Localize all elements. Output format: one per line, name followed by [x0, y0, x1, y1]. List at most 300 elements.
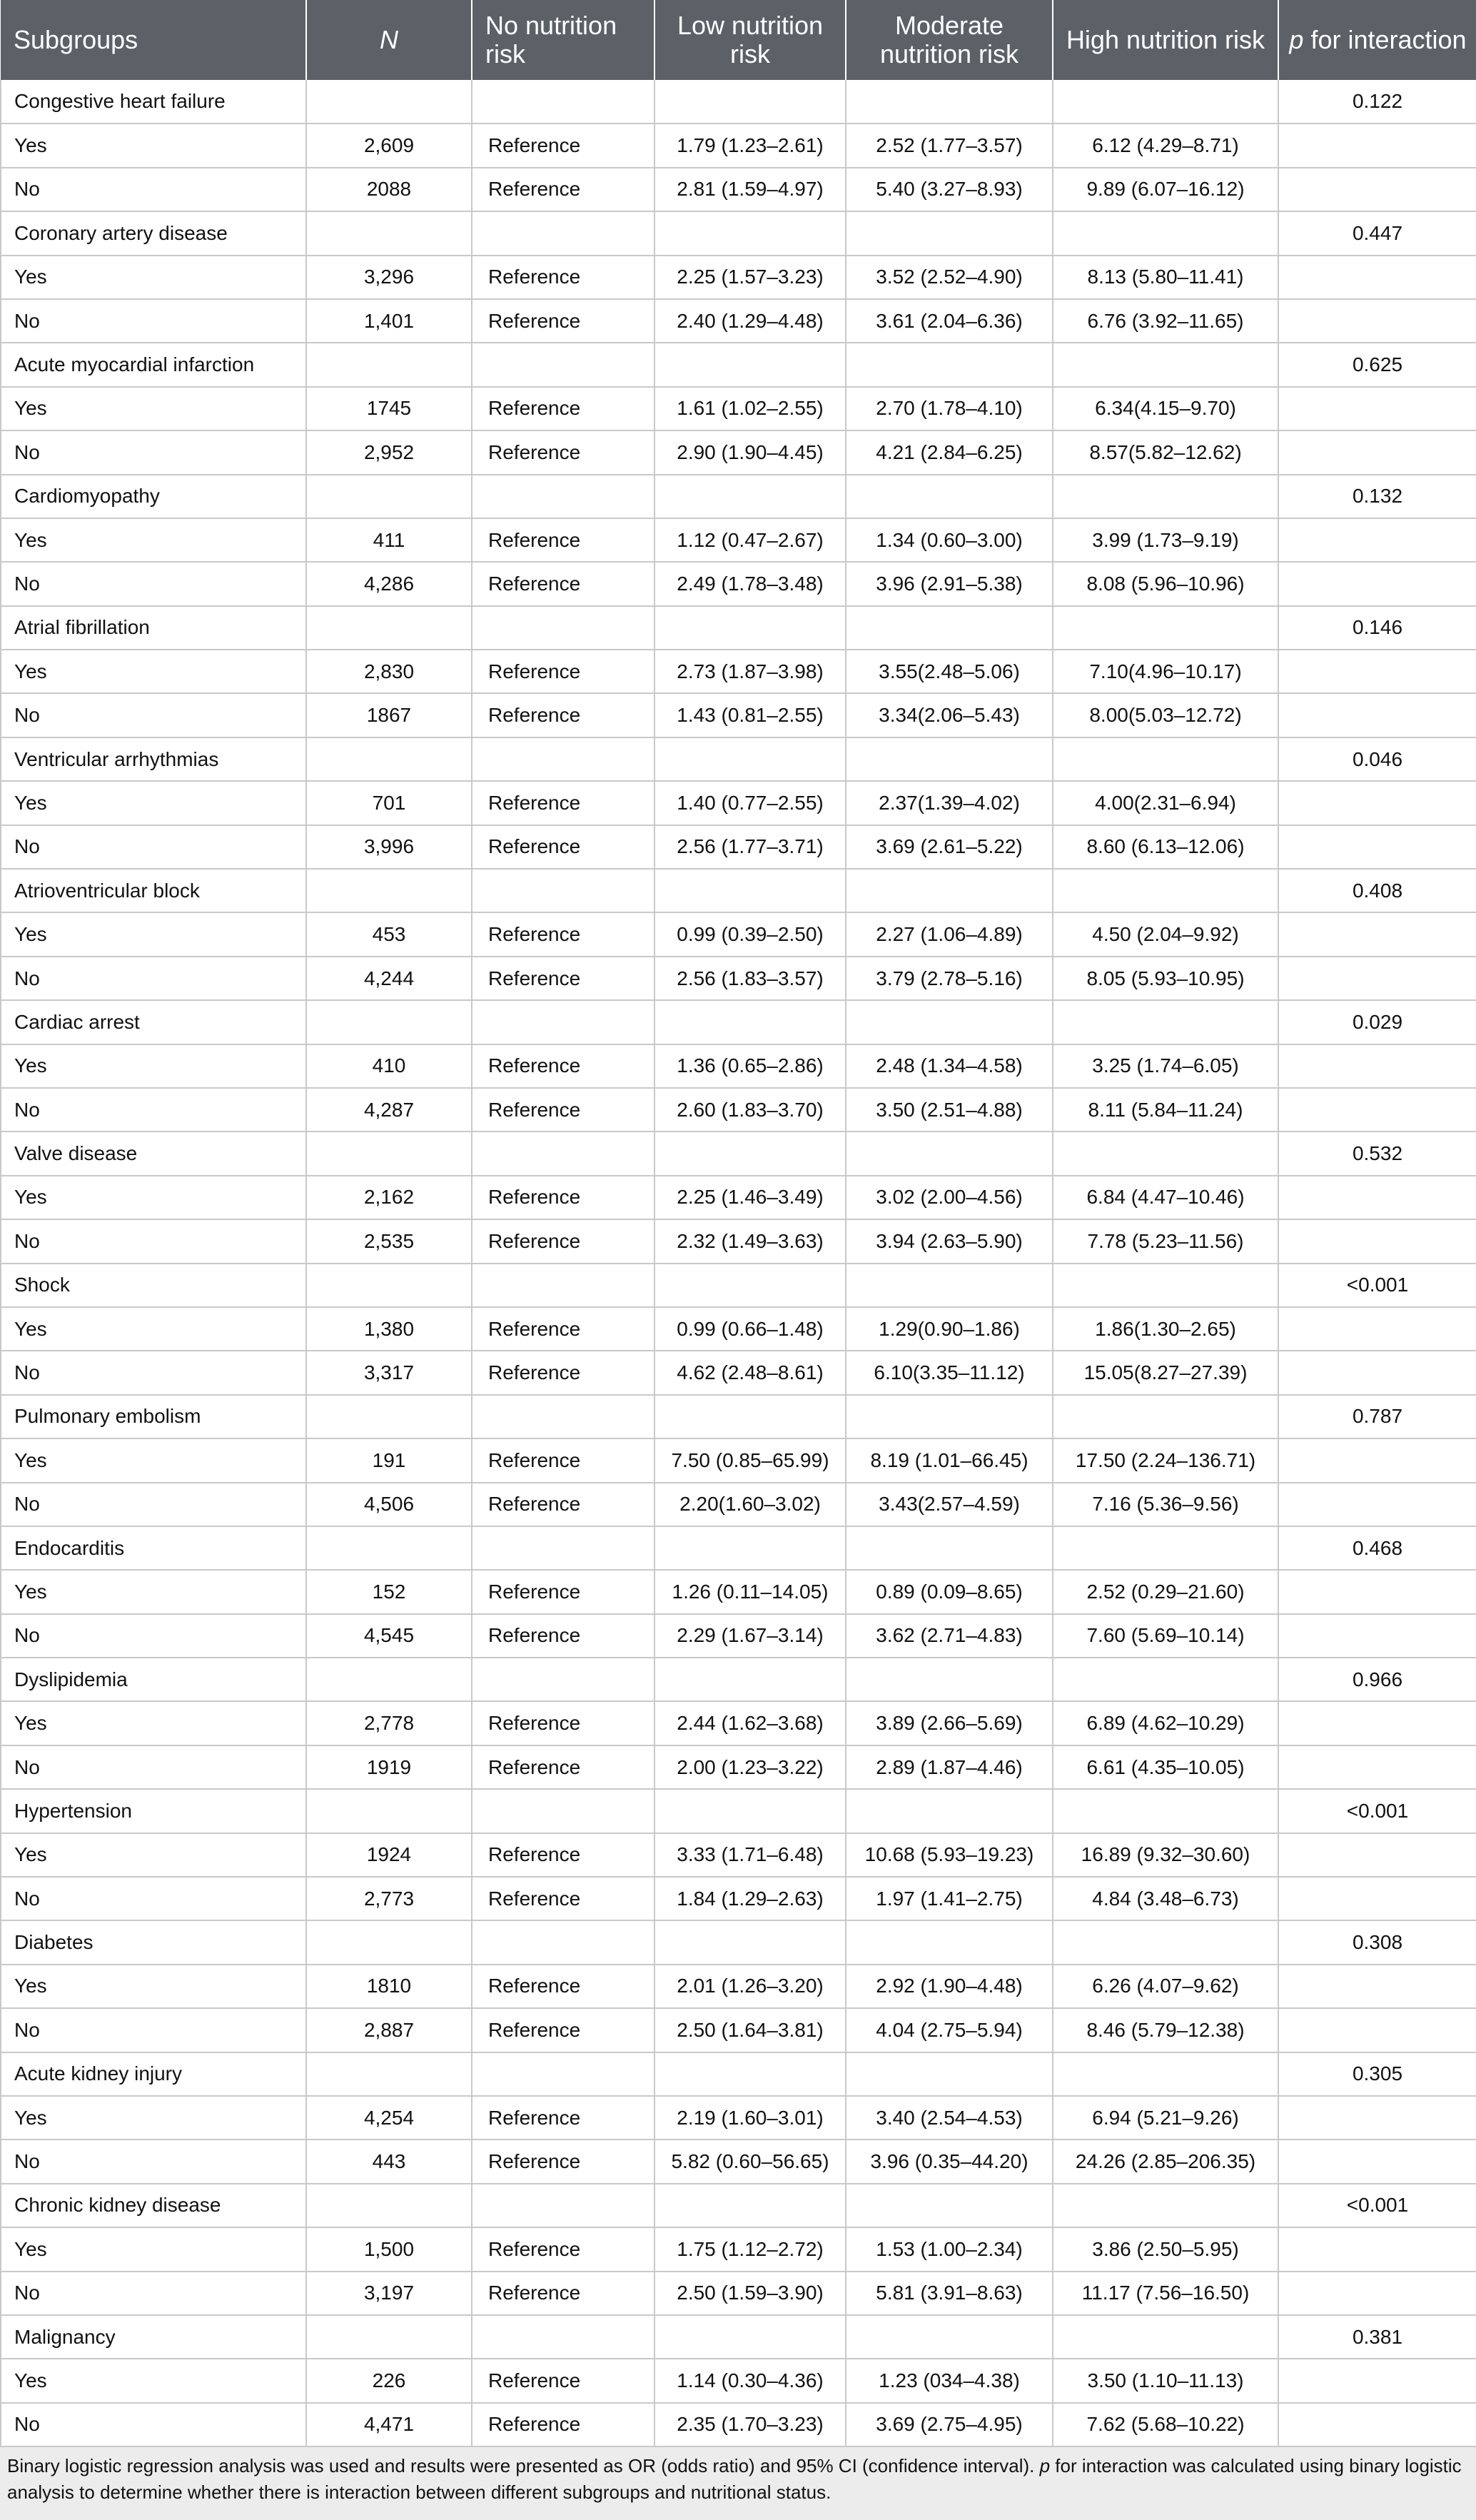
- moderate-risk-value: 4.21 (2.84–6.25): [846, 430, 1053, 474]
- reference-value: Reference: [472, 387, 654, 430]
- row-label: Yes: [1, 1833, 306, 1877]
- n-value: 4,506: [306, 1483, 472, 1526]
- table-row: [1, 1833, 1476, 1877]
- reference-value: Reference: [472, 562, 654, 605]
- p-interaction-value: 0.132: [1278, 475, 1476, 518]
- reference-value: Reference: [472, 1965, 654, 2008]
- high-risk-value: 7.10(4.96–10.17): [1053, 650, 1278, 693]
- footnote-part2: for interaction was calculated using binary logistic analysis to determine whether there is interaction between different subgroups and nutritional status.: [7, 2455, 1462, 2504]
- group-header-row: [1, 343, 1476, 386]
- moderate-risk-value: 8.19 (1.01–66.45): [846, 1438, 1053, 1482]
- table-row: [1, 1570, 1476, 1613]
- empty-cell: [472, 1264, 654, 1307]
- empty-cell: [1053, 343, 1278, 386]
- reference-value: Reference: [472, 912, 654, 956]
- header-row: [1, 0, 1476, 80]
- low-risk-value: 1.40 (0.77–2.55): [654, 781, 846, 825]
- high-risk-value: 8.08 (5.96–10.96): [1053, 562, 1278, 605]
- empty-cell: [306, 1132, 472, 1175]
- empty-cell: [1278, 1176, 1476, 1219]
- empty-cell: [1278, 957, 1476, 1000]
- row-label: Yes: [1, 387, 306, 430]
- reference-value: Reference: [472, 781, 654, 825]
- n-value: 4,287: [306, 1088, 472, 1132]
- empty-cell: [1053, 869, 1278, 912]
- high-risk-value: 6.89 (4.62–10.29): [1053, 1701, 1278, 1745]
- empty-cell: [846, 343, 1053, 386]
- row-label: No: [1, 1088, 306, 1132]
- n-value: 2,535: [306, 1219, 472, 1263]
- low-risk-value: 2.49 (1.78–3.48): [654, 562, 846, 605]
- empty-cell: [1278, 299, 1476, 343]
- row-label: No: [1, 1219, 306, 1263]
- n-value: 2,887: [306, 2008, 472, 2052]
- p-interaction-value: 0.447: [1278, 211, 1476, 255]
- header-subgroups: Subgroups: [1, 0, 306, 80]
- low-risk-value: 1.12 (0.47–2.67): [654, 518, 846, 562]
- group-header-row: [1, 606, 1476, 650]
- empty-cell: [1278, 1745, 1476, 1789]
- high-risk-value: 8.60 (6.13–12.06): [1053, 825, 1278, 869]
- group-name: Cardiac arrest: [1, 1000, 306, 1044]
- reference-value: Reference: [472, 2272, 654, 2315]
- table-row: [1, 1176, 1476, 1219]
- empty-cell: [472, 1920, 654, 1964]
- moderate-risk-value: 2.89 (1.87–4.46): [846, 1745, 1053, 1789]
- low-risk-value: 1.75 (1.12–2.72): [654, 2227, 846, 2271]
- high-risk-value: 8.57(5.82–12.62): [1053, 430, 1278, 474]
- empty-cell: [1278, 2272, 1476, 2315]
- group-header-row: [1, 1789, 1476, 1833]
- low-risk-value: 5.82 (0.60–56.65): [654, 2140, 846, 2183]
- group-name: Cardiomyopathy: [1, 475, 306, 518]
- group-name: Diabetes: [1, 1920, 306, 1964]
- high-risk-value: 7.60 (5.69–10.14): [1053, 1614, 1278, 1658]
- row-label: Yes: [1, 1307, 306, 1351]
- high-risk-value: 9.89 (6.07–16.12): [1053, 168, 1278, 211]
- empty-cell: [1278, 2140, 1476, 2183]
- row-label: Yes: [1, 912, 306, 956]
- row-label: No: [1, 1745, 306, 1789]
- empty-cell: [472, 1000, 654, 1044]
- group-header-row: [1, 1920, 1476, 1964]
- row-label: No: [1, 825, 306, 869]
- empty-cell: [1278, 693, 1476, 737]
- reference-value: Reference: [472, 1570, 654, 1613]
- empty-cell: [846, 80, 1053, 124]
- group-name: Chronic kidney disease: [1, 2184, 306, 2227]
- p-interaction-value: 0.305: [1278, 2052, 1476, 2096]
- table-header: [1, 0, 1476, 80]
- empty-cell: [306, 1789, 472, 1833]
- empty-cell: [472, 606, 654, 650]
- row-label: No: [1, 693, 306, 737]
- p-interaction-value: 0.625: [1278, 343, 1476, 386]
- moderate-risk-value: 10.68 (5.93–19.23): [846, 1833, 1053, 1877]
- group-header-row: [1, 475, 1476, 518]
- empty-cell: [1053, 1526, 1278, 1570]
- moderate-risk-value: 3.94 (2.63–5.90): [846, 1219, 1053, 1263]
- empty-cell: [1053, 1000, 1278, 1044]
- reference-value: Reference: [472, 1438, 654, 1482]
- empty-cell: [306, 343, 472, 386]
- moderate-risk-value: 5.40 (3.27–8.93): [846, 168, 1053, 211]
- empty-cell: [306, 2184, 472, 2227]
- empty-cell: [654, 211, 846, 255]
- reference-value: Reference: [472, 650, 654, 693]
- low-risk-value: 1.36 (0.65–2.86): [654, 1044, 846, 1088]
- p-interaction-value: 0.381: [1278, 2315, 1476, 2359]
- group-name: Hypertension: [1, 1789, 306, 1833]
- empty-cell: [1278, 2359, 1476, 2402]
- empty-cell: [472, 475, 654, 518]
- low-risk-value: 2.60 (1.83–3.70): [654, 1088, 846, 1132]
- moderate-risk-value: 3.43(2.57–4.59): [846, 1483, 1053, 1526]
- table-row: [1, 2403, 1476, 2446]
- group-header-row: [1, 1264, 1476, 1307]
- high-risk-value: 6.12 (4.29–8.71): [1053, 124, 1278, 167]
- low-risk-value: 0.99 (0.66–1.48): [654, 1307, 846, 1351]
- row-label: Yes: [1, 124, 306, 167]
- empty-cell: [1278, 430, 1476, 474]
- high-risk-value: 2.52 (0.29–21.60): [1053, 1570, 1278, 1613]
- empty-cell: [472, 80, 654, 124]
- empty-cell: [1278, 256, 1476, 299]
- high-risk-value: 7.62 (5.68–10.22): [1053, 2403, 1278, 2446]
- empty-cell: [1278, 1088, 1476, 1132]
- reference-value: Reference: [472, 2403, 654, 2446]
- empty-cell: [1278, 912, 1476, 956]
- n-value: 3,197: [306, 2272, 472, 2315]
- row-label: No: [1, 1351, 306, 1394]
- reference-value: Reference: [472, 256, 654, 299]
- n-value: 2,830: [306, 650, 472, 693]
- group-header-row: [1, 737, 1476, 781]
- high-risk-value: 4.84 (3.48–6.73): [1053, 1877, 1278, 1920]
- moderate-risk-value: 3.89 (2.66–5.69): [846, 1701, 1053, 1745]
- reference-value: Reference: [472, 1044, 654, 1088]
- n-value: 1,380: [306, 1307, 472, 1351]
- header-moderate-risk: Moderate nutrition risk: [846, 0, 1053, 80]
- reference-value: Reference: [472, 1614, 654, 1658]
- empty-cell: [472, 1789, 654, 1833]
- empty-cell: [1278, 650, 1476, 693]
- empty-cell: [654, 1000, 846, 1044]
- empty-cell: [654, 80, 846, 124]
- empty-cell: [846, 1658, 1053, 1701]
- reference-value: Reference: [472, 2359, 654, 2402]
- reference-value: Reference: [472, 168, 654, 211]
- empty-cell: [472, 1526, 654, 1570]
- group-name: Atrioventricular block: [1, 869, 306, 912]
- p-interaction-value: <0.001: [1278, 2184, 1476, 2227]
- low-risk-value: 4.62 (2.48–8.61): [654, 1351, 846, 1394]
- empty-cell: [654, 1395, 846, 1438]
- table-row: [1, 1219, 1476, 1263]
- empty-cell: [1278, 2403, 1476, 2446]
- row-label: No: [1, 2272, 306, 2315]
- empty-cell: [1278, 781, 1476, 825]
- empty-cell: [1053, 475, 1278, 518]
- n-value: 443: [306, 2140, 472, 2183]
- row-label: Yes: [1, 518, 306, 562]
- empty-cell: [472, 737, 654, 781]
- group-name: Atrial fibrillation: [1, 606, 306, 650]
- header-n: [306, 0, 472, 80]
- table-row: [1, 1438, 1476, 1482]
- n-value: 2,162: [306, 1176, 472, 1219]
- low-risk-value: 2.40 (1.29–4.48): [654, 299, 846, 343]
- table-row: [1, 2359, 1476, 2402]
- low-risk-value: 2.73 (1.87–3.98): [654, 650, 846, 693]
- empty-cell: [472, 1658, 654, 1701]
- table-row: [1, 1483, 1476, 1526]
- row-label: Yes: [1, 2096, 306, 2140]
- moderate-risk-value: 3.96 (2.91–5.38): [846, 562, 1053, 605]
- table-row: [1, 299, 1476, 343]
- empty-cell: [846, 1526, 1053, 1570]
- empty-cell: [1053, 1132, 1278, 1175]
- p-interaction-value: 0.308: [1278, 1920, 1476, 1964]
- empty-cell: [1278, 1044, 1476, 1088]
- low-risk-value: 1.79 (1.23–2.61): [654, 124, 846, 167]
- reference-value: Reference: [472, 299, 654, 343]
- low-risk-value: 2.29 (1.67–3.14): [654, 1614, 846, 1658]
- table-row: [1, 650, 1476, 693]
- row-label: Yes: [1, 1044, 306, 1088]
- row-label: Yes: [1, 650, 306, 693]
- low-risk-value: 2.44 (1.62–3.68): [654, 1701, 846, 1745]
- high-risk-value: 8.13 (5.80–11.41): [1053, 256, 1278, 299]
- reference-value: Reference: [472, 1088, 654, 1132]
- n-value: 453: [306, 912, 472, 956]
- row-label: No: [1, 430, 306, 474]
- empty-cell: [1278, 1438, 1476, 1482]
- empty-cell: [1053, 211, 1278, 255]
- row-label: No: [1, 1614, 306, 1658]
- row-label: No: [1, 2008, 306, 2052]
- table-footnote: [0, 2447, 1476, 2520]
- table-row: [1, 781, 1476, 825]
- footnote-p-italic: p: [1039, 2455, 1051, 2477]
- p-interaction-value: 0.408: [1278, 869, 1476, 912]
- header-p-italic: p: [1289, 25, 1304, 54]
- row-label: No: [1, 1483, 306, 1526]
- n-value: 2,952: [306, 430, 472, 474]
- empty-cell: [1278, 1614, 1476, 1658]
- empty-cell: [1053, 2315, 1278, 2359]
- high-risk-value: 3.86 (2.50–5.95): [1053, 2227, 1278, 2271]
- n-value: 2088: [306, 168, 472, 211]
- empty-cell: [654, 2315, 846, 2359]
- empty-cell: [472, 869, 654, 912]
- empty-cell: [846, 1264, 1053, 1307]
- low-risk-value: 2.00 (1.23–3.22): [654, 1745, 846, 1789]
- empty-cell: [1278, 2227, 1476, 2271]
- empty-cell: [846, 2184, 1053, 2227]
- empty-cell: [846, 1789, 1053, 1833]
- row-label: Yes: [1, 1570, 306, 1613]
- reference-value: Reference: [472, 430, 654, 474]
- empty-cell: [846, 1920, 1053, 1964]
- table-row: [1, 1877, 1476, 1920]
- group-header-row: [1, 211, 1476, 255]
- high-risk-value: 6.34(4.15–9.70): [1053, 387, 1278, 430]
- empty-cell: [1053, 1789, 1278, 1833]
- table-row: [1, 562, 1476, 605]
- reference-value: Reference: [472, 1701, 654, 1745]
- n-value: 1924: [306, 1833, 472, 1877]
- empty-cell: [654, 2052, 846, 2096]
- high-risk-value: 8.00(5.03–12.72): [1053, 693, 1278, 737]
- high-risk-value: 24.26 (2.85–206.35): [1053, 2140, 1278, 2183]
- moderate-risk-value: 1.34 (0.60–3.00): [846, 518, 1053, 562]
- row-label: No: [1, 2140, 306, 2183]
- empty-cell: [1278, 1833, 1476, 1877]
- p-interaction-value: 0.532: [1278, 1132, 1476, 1175]
- group-name: Malignancy: [1, 2315, 306, 2359]
- n-value: 1867: [306, 693, 472, 737]
- header-low-risk: Low nutrition risk: [654, 0, 846, 80]
- high-risk-value: 3.25 (1.74–6.05): [1053, 1044, 1278, 1088]
- group-name: Acute kidney injury: [1, 2052, 306, 2096]
- moderate-risk-value: 2.48 (1.34–4.58): [846, 1044, 1053, 1088]
- header-no-risk: No nutrition risk: [472, 0, 654, 80]
- group-header-row: [1, 2052, 1476, 2096]
- moderate-risk-value: 3.61 (2.04–6.36): [846, 299, 1053, 343]
- row-label: Yes: [1, 256, 306, 299]
- empty-cell: [654, 1789, 846, 1833]
- empty-cell: [472, 2184, 654, 2227]
- empty-cell: [1278, 1483, 1476, 1526]
- empty-cell: [654, 2184, 846, 2227]
- empty-cell: [306, 2052, 472, 2096]
- empty-cell: [1278, 2008, 1476, 2052]
- empty-cell: [306, 1395, 472, 1438]
- n-value: 1745: [306, 387, 472, 430]
- low-risk-value: 2.25 (1.57–3.23): [654, 256, 846, 299]
- empty-cell: [846, 2052, 1053, 2096]
- table-row: [1, 825, 1476, 869]
- moderate-risk-value: 3.96 (0.35–44.20): [846, 2140, 1053, 2183]
- moderate-risk-value: 5.81 (3.91–8.63): [846, 2272, 1053, 2315]
- group-header-row: [1, 1000, 1476, 1044]
- n-value: 4,471: [306, 2403, 472, 2446]
- group-name: Endocarditis: [1, 1526, 306, 1570]
- low-risk-value: 3.33 (1.71–6.48): [654, 1833, 846, 1877]
- moderate-risk-value: 6.10(3.35–11.12): [846, 1351, 1053, 1394]
- empty-cell: [306, 211, 472, 255]
- moderate-risk-value: 3.55(2.48–5.06): [846, 650, 1053, 693]
- n-value: 4,244: [306, 957, 472, 1000]
- moderate-risk-value: 3.69 (2.75–4.95): [846, 2403, 1053, 2446]
- moderate-risk-value: 4.04 (2.75–5.94): [846, 2008, 1053, 2052]
- high-risk-value: 6.76 (3.92–11.65): [1053, 299, 1278, 343]
- high-risk-value: 6.61 (4.35–10.05): [1053, 1745, 1278, 1789]
- n-value: 2,778: [306, 1701, 472, 1745]
- reference-value: Reference: [472, 2140, 654, 2183]
- n-value: 1919: [306, 1745, 472, 1789]
- table-row: [1, 1701, 1476, 1745]
- n-value: 3,996: [306, 825, 472, 869]
- empty-cell: [1278, 1570, 1476, 1613]
- high-risk-value: 6.84 (4.47–10.46): [1053, 1176, 1278, 1219]
- empty-cell: [1278, 1965, 1476, 2008]
- low-risk-value: 2.32 (1.49–3.63): [654, 1219, 846, 1263]
- n-value: 3,317: [306, 1351, 472, 1394]
- moderate-risk-value: 3.50 (2.51–4.88): [846, 1088, 1053, 1132]
- empty-cell: [846, 1395, 1053, 1438]
- empty-cell: [306, 2315, 472, 2359]
- p-interaction-value: <0.001: [1278, 1789, 1476, 1833]
- empty-cell: [846, 2315, 1053, 2359]
- reference-value: Reference: [472, 1483, 654, 1526]
- table-row: [1, 2140, 1476, 2183]
- empty-cell: [306, 869, 472, 912]
- empty-cell: [306, 737, 472, 781]
- table-row: [1, 1044, 1476, 1088]
- high-risk-value: 7.78 (5.23–11.56): [1053, 1219, 1278, 1263]
- empty-cell: [654, 869, 846, 912]
- group-header-row: [1, 1658, 1476, 1701]
- table-row: [1, 2008, 1476, 2052]
- empty-cell: [654, 1526, 846, 1570]
- table-row: [1, 430, 1476, 474]
- moderate-risk-value: 3.69 (2.61–5.22): [846, 825, 1053, 869]
- low-risk-value: 1.26 (0.11–14.05): [654, 1570, 846, 1613]
- group-header-row: [1, 2184, 1476, 2227]
- row-label: No: [1, 299, 306, 343]
- n-value: 2,609: [306, 124, 472, 167]
- high-risk-value: 6.94 (5.21–9.26): [1053, 2096, 1278, 2140]
- empty-cell: [654, 343, 846, 386]
- high-risk-value: 3.99 (1.73–9.19): [1053, 518, 1278, 562]
- n-value: 4,254: [306, 2096, 472, 2140]
- row-label: Yes: [1, 781, 306, 825]
- empty-cell: [846, 1132, 1053, 1175]
- empty-cell: [654, 1920, 846, 1964]
- reference-value: Reference: [472, 1877, 654, 1920]
- empty-cell: [1053, 1658, 1278, 1701]
- empty-cell: [472, 343, 654, 386]
- empty-cell: [654, 737, 846, 781]
- high-risk-value: 8.11 (5.84–11.24): [1053, 1088, 1278, 1132]
- empty-cell: [1278, 518, 1476, 562]
- n-value: 701: [306, 781, 472, 825]
- row-label: No: [1, 957, 306, 1000]
- empty-cell: [1053, 737, 1278, 781]
- low-risk-value: 2.56 (1.83–3.57): [654, 957, 846, 1000]
- low-risk-value: 2.50 (1.64–3.81): [654, 2008, 846, 2052]
- n-value: 191: [306, 1438, 472, 1482]
- n-value: 1,500: [306, 2227, 472, 2271]
- empty-cell: [1278, 562, 1476, 605]
- group-header-row: [1, 1132, 1476, 1175]
- low-risk-value: 2.19 (1.60–3.01): [654, 2096, 846, 2140]
- empty-cell: [472, 211, 654, 255]
- moderate-risk-value: 3.79 (2.78–5.16): [846, 957, 1053, 1000]
- table-row: [1, 1351, 1476, 1394]
- p-interaction-value: 0.966: [1278, 1658, 1476, 1701]
- p-interaction-value: 0.146: [1278, 606, 1476, 650]
- row-label: Yes: [1, 2359, 306, 2402]
- row-label: No: [1, 2403, 306, 2446]
- low-risk-value: 1.43 (0.81–2.55): [654, 693, 846, 737]
- p-interaction-value: 0.029: [1278, 1000, 1476, 1044]
- low-risk-value: 2.81 (1.59–4.97): [654, 168, 846, 211]
- empty-cell: [472, 1395, 654, 1438]
- empty-cell: [1278, 1701, 1476, 1745]
